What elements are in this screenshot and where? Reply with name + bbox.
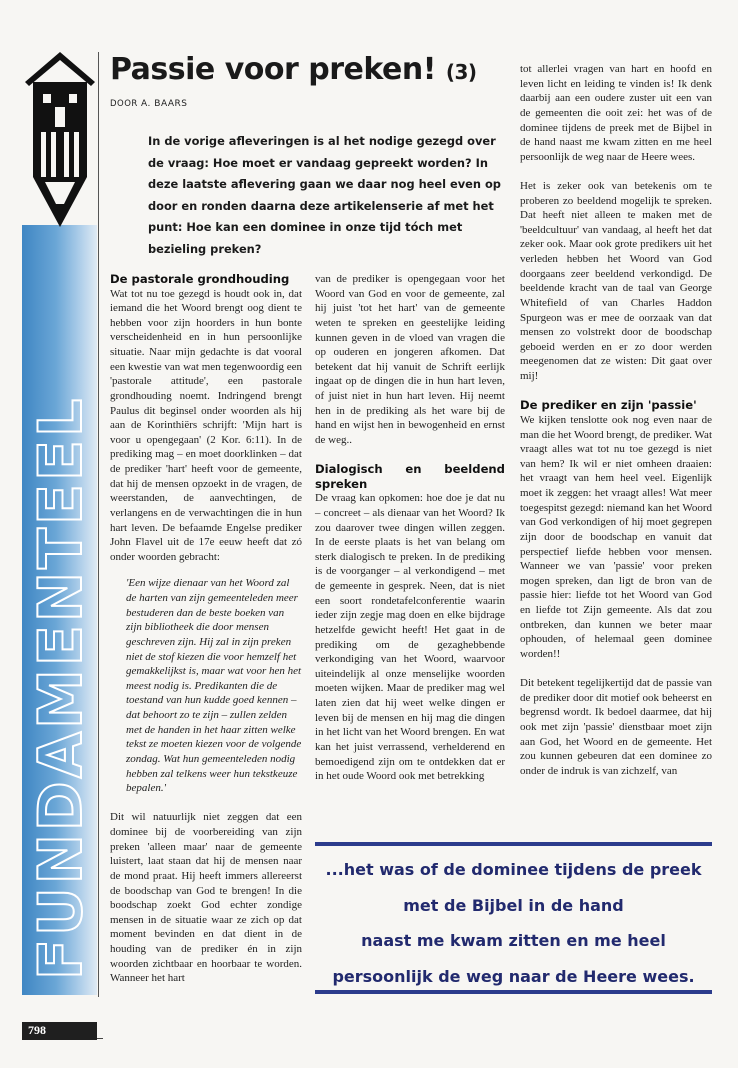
paragraph: van de prediker is opengegaan voor het Woord van God en voor de gemeente, zal hij juist 'tot het hart' van de gemeente weten te spreken en geestelijke leiding kunnen geven in de vloed van vragen die op ouderen en jongeren afkomen. Dat betekent dat hij vanuit de Schrift eerlijk ingaat op de dingen die in hun hart leven, of juist niet in hun hart leven. Hij neemt hen in de prediking als het ware bij de hand en wijst hen in bewogenheid en ernst de weg..: [315, 273, 505, 446]
flavel-quote: 'Een wijze dienaar van het Woord zal de harten van zijn gemeenteleden meer bestuderen dan de beste boeken van zijn bibliotheek die door mensen geschreven zijn. Hij zal in zijn preken niet de stof kiezen die voor hemzelf het gemakkelijkst is, maar wat voor hen het meest nodig is. Predikanten die de toestand van hun kudde goed kennen – dat behoort zo te zijn – zullen zelden met de handen in het haar zitten welke tekst ze moeten kiezen voor de volgende zondag. Wat hun gemeenteleden nodig hebben zal telkens weer hun tekstkeuze bepalen.': [126, 577, 302, 795]
title-number: (3): [445, 60, 477, 84]
pullquote-line: met de Bijbel in de hand: [403, 895, 624, 915]
paragraph: Dit betekent tegelijkertijd dat de passie van de prediker door dit motief ook beheerst en begrensd wordt. Ik bedoel daarmee, dat hij ook met zijn 'passie' dienstbaar moet zijn aan God, het Woord en de gemeente. Het zou kunnen gebeuren dat een dominee zo onder de indruk is van zichzelf, van: [520, 677, 712, 777]
page-number-tick: [97, 1038, 103, 1039]
paragraph: Dit wil natuurlijk niet zeggen dat een dominee bij de voorbereiding van zijn preken 'alleen maar' naar de gemeente luistert, laat staan dat hij de mensen naar de mond praat. Hij heeft immers allereerst de boodschap van God te brengen! In die boodschap zoekt God echter zondige mensen in de situatie waar ze zich op dat moment bevinden en dat dient in de houding van de prediker én in zijn woorden zichtbaar en hoorbaar te worden. Wanneer het hart: [110, 811, 302, 985]
paragraph: Wat tot nu toe gezegd is houdt ook in, dat iemand die het Woord brengt oog dient te hebben voor zijn hoorders in hun bonte verscheidenheid en in hun persoonlijke situatie. Naar mijn gedachte is dat vooral een kwestie van wat men tegenwoordig een 'pastorale attitude', een pastorale grondhouding noemt. Indringend brengt Paulus dit beginsel onder woorden als hij aan de Korinthiërs schrijft: 'Mijn hart is voor u opengegaan' (2 Kor. 6:11). In de prediking mag – en moet doorklinken – dat de prediker 'hart' heeft voor de gemeente, dat hij de mensen opzoekt in de vragen, de weerstanden, de aanvechtingen, de verlangens en de verwachtingen die in hun hart leven. De befaamde Engelse prediker John Flavel uit de 17e eeuw heeft dat zó onder woorden gebracht:: [110, 287, 302, 563]
pullquote-line: naast me kwam zitten en me heel: [361, 931, 666, 950]
pullquote: [315, 852, 712, 994]
column-3: [520, 62, 712, 779]
paragraph: We kijken tenslotte ook nog even naar de man die het Woord brengt, de prediker. Wat vraagt alles wat tot nu toe gezegd is niet van hem? Ik wil er niet omheen draaien: het vraagt van hem heel veel. Eigenlijk moet ik zeggen: het vraagt alles! Wat meer toegespitst gezegd: niemand kan het Woord van God verkondigen of hij moet gegrepen zijn door de boodschap en vanuit dat perspectief liefde hebben voor mensen. Wanneer we van 'passie' voor preken mogen spreken, dan ligt de bron van de passie hier: liefde tot het Woord van God en liefde tot Zijn gemeente. Als dat zou ontbreken, dan kunnen we beter maar ophouden, of helemaal geen dominee worden!!: [520, 413, 712, 660]
byline-prefix: DOOR: [110, 99, 138, 109]
byline-author: A. BAARS: [141, 99, 188, 109]
paragraph: De vraag kan opkomen: hoe doe je dat nu – concreet – als dienaar van het Woord? Ik zou daarover twee dingen willen zeggen. In de eerste plaats is het van belang om sterk dialogisch te preken. In de prediking is de voorganger – al verkondigend – met de gemeente in gesprek. Neen, dat is niet een soort rondetafelconferentie waarin ieder zijn zegje mag doen en elke bijdrage hetzelfde gewicht heeft! Het gaat in de prediking om de gezaghebbende verkondiging van het Woord, waarvoor uiteindelijk al onze menselijke woorden moeten wijken. Maar de prediker mag wel laten zien dat hij weet welke dingen er leven bij de mensen en hij mag die dingen in het licht van het Woord brengen. En wat kan het juist verrassend, verhelderend en bemoedigend zijn om te ontdekken dat er in het oude Woord ook met betrekking: [315, 492, 505, 783]
house-pencil-logo-icon: [25, 52, 95, 227]
column-divider: [98, 52, 99, 997]
paragraph: tot allerlei vragen van hart en hoofd en leven licht en leiding te vinden is! Ik denk daarbij aan een oudere zuster uit een van de gemeenten die ooit zei: het was of de dominee tijdens de preek met de Bijbel in de hand naast me kwam zitten en me heel persoonlijk de weg naar de Heere wees.: [520, 63, 712, 163]
page-number: 798: [28, 1023, 46, 1037]
article-intro: In de vorige afleveringen is al het nodige gezegd over de vraag: Hoe moet er vandaag gepreekt worden? In deze laatste aflevering gaan we daar nog heel even op door en ronden daarna deze artikelenserie af met het punt: Hoe kan een dominee in onze tijd tóch met bezieling preken?: [148, 134, 501, 256]
section-label: FUNDAMENTEEL: [26, 395, 96, 980]
title-text: Passie voor preken!: [110, 52, 436, 87]
heading-pastorale-grondhouding: De pastorale grondhouding: [110, 272, 290, 286]
byline: [110, 99, 187, 109]
pullquote-rule-bottom: [315, 990, 712, 994]
pullquote-line: persoonlijk de weg naar de Heere wees.: [332, 966, 695, 986]
column-1: [110, 272, 302, 986]
pullquote-line: ...het was of de dominee tijdens de preek: [325, 860, 702, 879]
pullquote-rule-top: [315, 842, 712, 846]
heading-prediker-en-passie: De prediker en zijn 'passie': [520, 398, 697, 413]
heading-dialogisch-en-beeldend: Dialogisch en beeldend spreken: [315, 462, 505, 491]
article-title: [110, 52, 477, 87]
paragraph: Het is zeker ook van betekenis om te proberen zo beeldend mogelijk te spreken. Dat heeft niet alleen te maken met de 'beeldcultuur' van vandaag, al heeft het dat zeker ook. Maar ook grote predikers uit het verleden hebben het Woord van God doorgaans zeer beeldend verkondigd. De beeldende kracht van de taal van George Whitefield of van Charles Haddon Spurgeon was er mee de oorzaak van dat mensen zo volstrekt door de boodschap geboeid werden en er zo door werden meegenomen dat ze wisten: Dit gaat over mij!: [520, 179, 712, 383]
column-2: [315, 272, 505, 784]
